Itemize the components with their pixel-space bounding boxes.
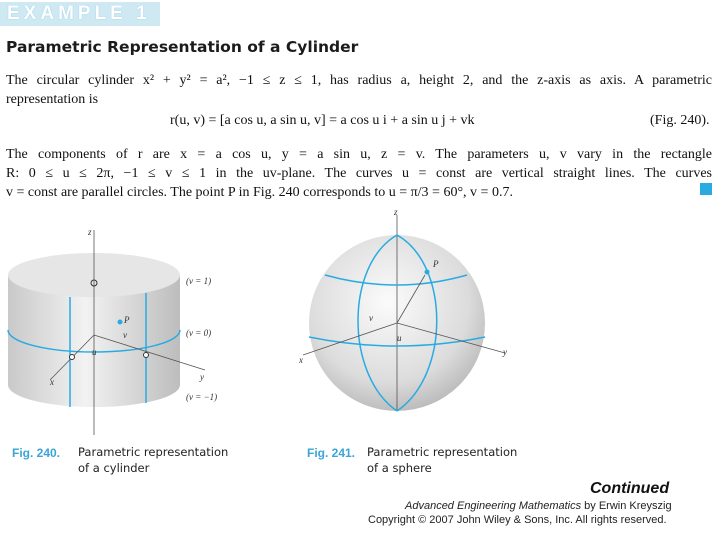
fig241-caption-line-2: of a sphere [367, 461, 432, 475]
x-axis-label: x [50, 377, 54, 387]
footer-credit [405, 500, 672, 512]
z-axis-label: z [394, 207, 398, 217]
footer-book-title: Advanced Engineering Mathematics [405, 500, 582, 512]
u-label: u [92, 347, 97, 357]
end-of-example-marker [700, 183, 712, 195]
label-v1: (v = 1) [186, 276, 212, 286]
v-label: v [369, 313, 373, 323]
footer-author: by Erwin Kreyszig [581, 500, 672, 512]
fig241-caption-text [367, 444, 517, 476]
fig240-caption-line-1: Parametric representation [78, 445, 229, 459]
point-marker-1 [70, 355, 75, 360]
point-p-marker [425, 270, 430, 275]
fig240-caption-line-2: of a cylinder [78, 461, 150, 475]
continued-label: Continued [590, 480, 670, 497]
point-p-label: P [124, 315, 130, 325]
fig240-number: Fig. 240. [12, 446, 61, 460]
section-title: Parametric Representation of a Cylinder [6, 38, 359, 56]
point-marker-2 [144, 353, 149, 358]
paragraph-2-line-3: v = const are parallel circles. The point P in Fig. 240 corresponds to u = π/3 = 60°, v = 0.7. [6, 185, 513, 200]
fig241-number: Fig. 241. [307, 446, 356, 460]
label-vm1: (v = −1) [186, 392, 218, 402]
fig241-caption [307, 444, 355, 462]
paragraph-1-line-1: The circular cylinder x² + y² = a², −1 ≤ z ≤ 1, has radius a, height 2, and the z-axis as axis. A parametric [6, 73, 712, 88]
z-axis-label: z [88, 227, 92, 237]
paragraph-2-line-2: R: 0 ≤ u ≤ 2π, −1 ≤ v ≤ 1 in the uv-plane. The curves u = const are vertical straight lines. The curves [6, 166, 712, 181]
point-p-label: P [433, 259, 439, 269]
sphere-figure [295, 205, 525, 420]
paragraph-1-line-2: representation is [6, 92, 99, 107]
u-label: u [397, 333, 402, 343]
point-p-marker [118, 320, 123, 325]
footer-copyright: Copyright © 2007 John Wiley & Sons, Inc. All rights reserved. [368, 514, 667, 526]
y-axis-label: y [503, 347, 507, 357]
formula-reference: (Fig. 240). [650, 113, 710, 128]
fig240-caption-text [78, 444, 228, 476]
fig241-caption-line-1: Parametric representation [367, 445, 518, 459]
label-v0: (v = 0) [186, 328, 212, 338]
paragraph-1 [6, 71, 712, 109]
y-axis-label: y [200, 372, 204, 382]
cylinder-figure [0, 220, 240, 440]
paragraph-2-line-1: The components of r are x = a cos u, y = a sin u, z = v. The parameters u, v vary in the rectangle [6, 147, 712, 162]
fig240-caption [12, 444, 60, 462]
paragraph-2 [6, 145, 712, 202]
v-label: v [123, 330, 127, 340]
example-label: EXAMPLE 1 [7, 3, 151, 24]
formula: r(u, v) = [a cos u, a sin u, v] = a cos u i + a sin u j + vk [170, 113, 475, 128]
x-axis-label: x [299, 355, 303, 365]
